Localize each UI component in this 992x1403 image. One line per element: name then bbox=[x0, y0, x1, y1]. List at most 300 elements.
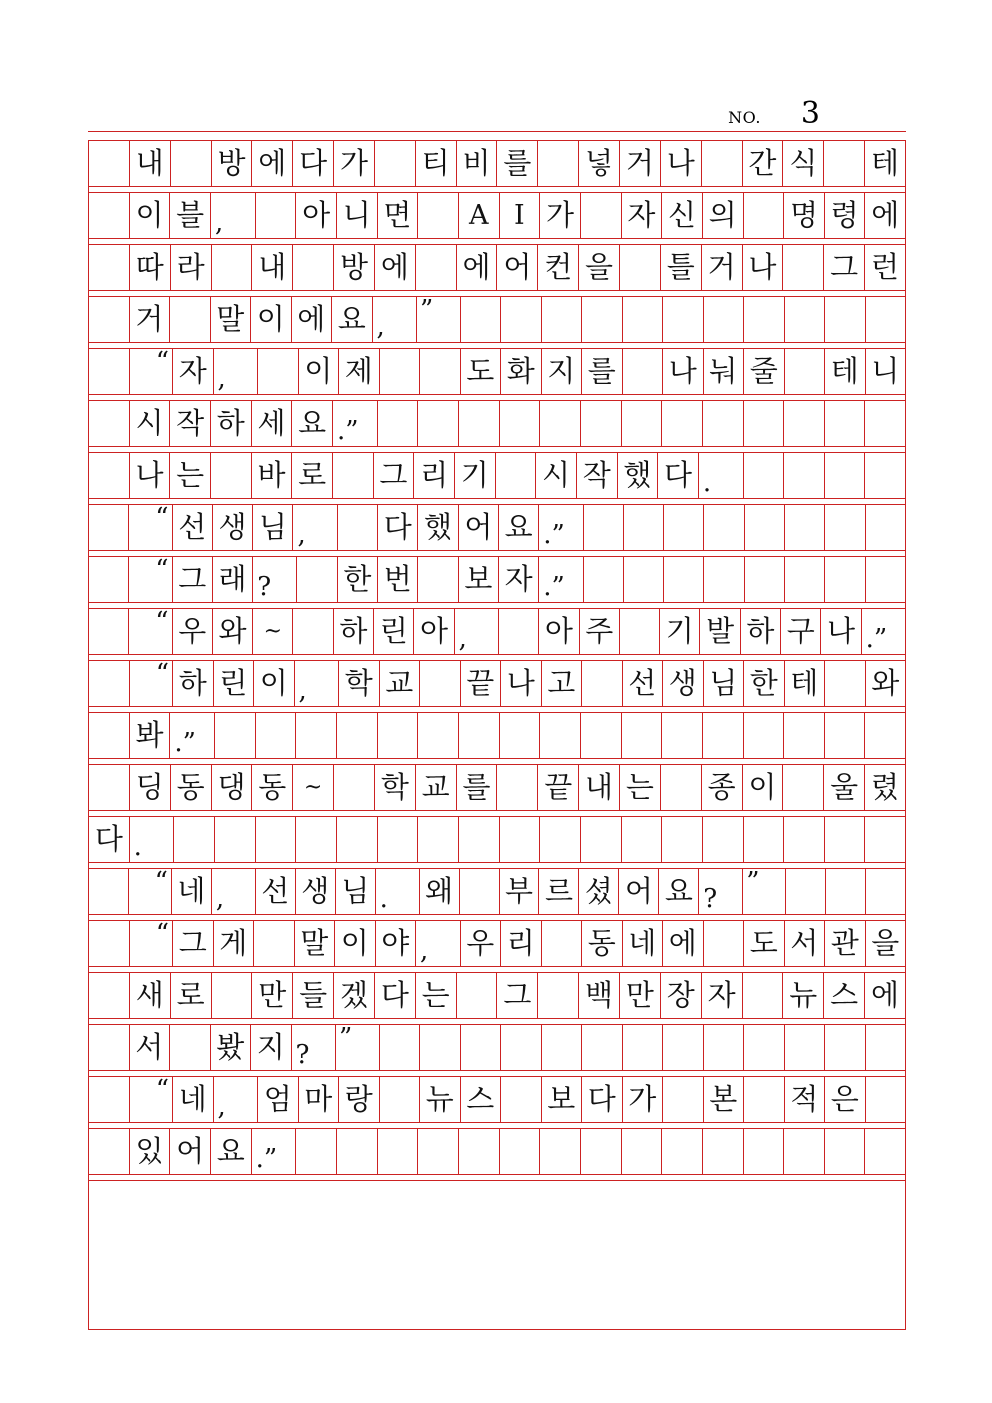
manuscript-cell[interactable] bbox=[744, 1025, 785, 1070]
manuscript-cell[interactable]: 틀 bbox=[661, 245, 702, 290]
manuscript-cell[interactable] bbox=[538, 973, 579, 1018]
manuscript-cell[interactable] bbox=[582, 661, 623, 706]
manuscript-cell[interactable] bbox=[784, 817, 825, 862]
manuscript-cell[interactable] bbox=[89, 141, 130, 186]
manuscript-cell[interactable] bbox=[459, 817, 500, 862]
manuscript-cell[interactable] bbox=[622, 713, 663, 758]
manuscript-cell[interactable] bbox=[254, 921, 295, 966]
manuscript-cell[interactable]: 나 bbox=[743, 245, 784, 290]
manuscript-cell[interactable] bbox=[89, 661, 130, 706]
manuscript-cell[interactable]: 에 bbox=[252, 141, 293, 186]
manuscript-cell[interactable]: 서 bbox=[130, 1025, 171, 1070]
manuscript-cell[interactable]: ” bbox=[743, 869, 786, 914]
manuscript-cell[interactable] bbox=[744, 401, 785, 446]
manuscript-cell[interactable]: 울 bbox=[824, 765, 865, 810]
manuscript-cell[interactable]: 신 bbox=[662, 193, 703, 238]
manuscript-cell[interactable] bbox=[581, 401, 622, 446]
manuscript-cell[interactable] bbox=[662, 401, 703, 446]
manuscript-cell[interactable] bbox=[784, 453, 825, 498]
manuscript-cell[interactable] bbox=[418, 1129, 459, 1174]
manuscript-cell[interactable]: 이 bbox=[335, 921, 376, 966]
manuscript-cell[interactable]: 하 bbox=[334, 609, 374, 654]
manuscript-cell[interactable]: A bbox=[459, 193, 500, 238]
manuscript-cell[interactable]: “ bbox=[129, 505, 172, 550]
manuscript-cell[interactable] bbox=[825, 505, 865, 550]
manuscript-cell[interactable]: , bbox=[212, 869, 256, 914]
manuscript-cell[interactable]: 이 bbox=[251, 297, 292, 342]
manuscript-cell[interactable] bbox=[662, 1129, 703, 1174]
manuscript-cell[interactable]: 하 bbox=[211, 401, 252, 446]
manuscript-cell[interactable]: 작 bbox=[170, 401, 211, 446]
manuscript-cell[interactable]: “ bbox=[130, 921, 174, 966]
manuscript-cell[interactable] bbox=[704, 297, 745, 342]
manuscript-cell[interactable]: 끝 bbox=[538, 765, 579, 810]
manuscript-cell[interactable] bbox=[785, 297, 826, 342]
manuscript-cell[interactable] bbox=[744, 453, 785, 498]
manuscript-cell[interactable] bbox=[664, 557, 704, 602]
manuscript-cell[interactable]: 선 bbox=[623, 661, 664, 706]
manuscript-cell[interactable]: 이 bbox=[254, 661, 295, 706]
manuscript-cell[interactable] bbox=[825, 453, 866, 498]
manuscript-cell[interactable]: 님 bbox=[253, 505, 293, 550]
manuscript-cell[interactable]: ~ bbox=[293, 765, 334, 810]
manuscript-cell[interactable] bbox=[663, 1025, 704, 1070]
manuscript-cell[interactable]: 가 bbox=[334, 141, 375, 186]
manuscript-cell[interactable]: 을 bbox=[579, 245, 620, 290]
manuscript-cell[interactable]: 에 bbox=[871, 198, 900, 232]
manuscript-cell[interactable] bbox=[866, 557, 905, 602]
manuscript-cell[interactable]: 다 bbox=[375, 973, 416, 1018]
manuscript-cell[interactable]: 내 bbox=[252, 245, 293, 290]
manuscript-cell[interactable]: 아 bbox=[414, 609, 454, 654]
manuscript-cell[interactable] bbox=[333, 453, 374, 498]
manuscript-cell[interactable]: 네 bbox=[623, 921, 664, 966]
manuscript-cell[interactable]: 어 bbox=[459, 505, 499, 550]
manuscript-cell[interactable]: 다 bbox=[293, 141, 334, 186]
manuscript-cell[interactable]: 본 bbox=[704, 1077, 745, 1122]
manuscript-cell[interactable]: 에 bbox=[870, 978, 899, 1012]
manuscript-cell[interactable]: , bbox=[455, 609, 499, 654]
manuscript-cell[interactable]: 끝 bbox=[461, 661, 502, 706]
manuscript-cell[interactable]: 했 bbox=[618, 453, 659, 498]
manuscript-cell[interactable]: 니 bbox=[871, 354, 900, 388]
manuscript-cell[interactable] bbox=[622, 817, 663, 862]
manuscript-cell[interactable]: . bbox=[376, 869, 420, 914]
manuscript-cell[interactable]: 댕 bbox=[212, 765, 253, 810]
manuscript-cell[interactable]: 에 bbox=[457, 245, 498, 290]
manuscript-cell[interactable]: 새 bbox=[130, 973, 171, 1018]
manuscript-cell[interactable]: 줄 bbox=[744, 349, 785, 394]
manuscript-cell[interactable] bbox=[784, 1129, 825, 1174]
manuscript-cell[interactable]: 요 bbox=[211, 1129, 252, 1174]
manuscript-cell[interactable]: 서 bbox=[785, 921, 826, 966]
manuscript-cell[interactable] bbox=[624, 505, 664, 550]
manuscript-cell[interactable]: 있 bbox=[130, 1129, 171, 1174]
manuscript-cell[interactable]: 이 bbox=[743, 765, 784, 810]
manuscript-cell[interactable]: 래 bbox=[213, 557, 253, 602]
manuscript-cell[interactable]: 아 bbox=[296, 193, 337, 238]
manuscript-cell[interactable] bbox=[704, 557, 744, 602]
manuscript-cell[interactable] bbox=[418, 713, 459, 758]
manuscript-cell[interactable] bbox=[581, 193, 622, 238]
manuscript-cell[interactable] bbox=[542, 921, 583, 966]
manuscript-cell[interactable]: 런 bbox=[870, 250, 899, 284]
manuscript-cell[interactable]: 교 bbox=[380, 661, 421, 706]
manuscript-cell[interactable] bbox=[866, 1025, 906, 1070]
manuscript-cell[interactable]: 요 bbox=[292, 401, 333, 446]
manuscript-cell[interactable]: 를 bbox=[497, 141, 538, 186]
manuscript-cell[interactable]: 생 bbox=[296, 869, 336, 914]
manuscript-cell[interactable]: 에 bbox=[292, 297, 333, 342]
manuscript-cell[interactable]: 명 bbox=[784, 193, 825, 238]
manuscript-cell[interactable]: 동 bbox=[252, 765, 293, 810]
manuscript-cell[interactable]: , bbox=[416, 921, 461, 966]
manuscript-cell[interactable]: “ bbox=[129, 557, 172, 602]
manuscript-cell[interactable]: 방 bbox=[212, 141, 253, 186]
manuscript-cell[interactable] bbox=[866, 869, 905, 914]
manuscript-cell[interactable] bbox=[623, 297, 664, 342]
manuscript-cell[interactable]: 리 bbox=[414, 453, 455, 498]
manuscript-cell[interactable] bbox=[418, 817, 459, 862]
manuscript-cell[interactable]: 님 bbox=[704, 661, 745, 706]
manuscript-cell[interactable] bbox=[89, 1129, 130, 1174]
manuscript-cell[interactable]: 주 bbox=[580, 609, 620, 654]
manuscript-cell[interactable] bbox=[865, 713, 905, 758]
manuscript-cell[interactable] bbox=[418, 557, 458, 602]
manuscript-cell[interactable] bbox=[89, 245, 130, 290]
manuscript-cell[interactable] bbox=[256, 817, 297, 862]
manuscript-cell[interactable]: 제 bbox=[339, 349, 380, 394]
manuscript-cell[interactable] bbox=[745, 557, 785, 602]
manuscript-cell[interactable]: 다 bbox=[582, 1077, 623, 1122]
manuscript-cell[interactable] bbox=[703, 401, 744, 446]
manuscript-cell[interactable]: 다 bbox=[378, 505, 418, 550]
manuscript-cell[interactable]: , bbox=[295, 661, 340, 706]
manuscript-cell[interactable] bbox=[620, 609, 660, 654]
manuscript-cell[interactable]: 셨 bbox=[579, 869, 619, 914]
manuscript-cell[interactable]: 어 bbox=[497, 245, 538, 290]
manuscript-cell[interactable]: 티 bbox=[416, 141, 457, 186]
manuscript-cell[interactable]: 거 bbox=[702, 245, 743, 290]
manuscript-cell[interactable]: 니 bbox=[337, 193, 378, 238]
manuscript-cell[interactable]: 왜 bbox=[420, 869, 460, 914]
manuscript-cell[interactable]: 나 bbox=[661, 141, 702, 186]
manuscript-cell[interactable]: 령 bbox=[825, 193, 866, 238]
manuscript-cell[interactable]: 학 bbox=[375, 765, 416, 810]
manuscript-cell[interactable] bbox=[215, 713, 256, 758]
manuscript-cell[interactable] bbox=[825, 1129, 866, 1174]
manuscript-cell[interactable]: 에 bbox=[663, 921, 704, 966]
manuscript-cell[interactable] bbox=[378, 817, 419, 862]
manuscript-cell[interactable] bbox=[744, 1077, 785, 1122]
manuscript-cell[interactable]: 학 bbox=[339, 661, 380, 706]
manuscript-cell[interactable]: .” bbox=[539, 505, 583, 550]
manuscript-cell[interactable]: 는 bbox=[620, 765, 661, 810]
manuscript-cell[interactable] bbox=[825, 401, 866, 446]
manuscript-cell[interactable]: 그 bbox=[497, 973, 538, 1018]
manuscript-cell[interactable] bbox=[258, 349, 299, 394]
manuscript-cell[interactable]: 보 bbox=[542, 1077, 583, 1122]
manuscript-cell[interactable]: 다 bbox=[89, 817, 130, 862]
manuscript-cell[interactable]: ” bbox=[417, 297, 461, 342]
manuscript-cell[interactable]: 거 bbox=[620, 141, 661, 186]
manuscript-cell[interactable]: 블 bbox=[170, 193, 211, 238]
manuscript-cell[interactable] bbox=[296, 713, 337, 758]
manuscript-cell[interactable]: , bbox=[211, 193, 256, 238]
manuscript-cell[interactable]: 가 bbox=[623, 1077, 664, 1122]
manuscript-cell[interactable]: 하 bbox=[173, 661, 214, 706]
manuscript-cell[interactable] bbox=[296, 1129, 337, 1174]
manuscript-cell[interactable] bbox=[256, 713, 297, 758]
manuscript-cell[interactable]: 리 bbox=[501, 921, 542, 966]
manuscript-cell[interactable]: 내 bbox=[579, 765, 620, 810]
manuscript-cell[interactable] bbox=[420, 349, 461, 394]
manuscript-cell[interactable] bbox=[664, 505, 704, 550]
manuscript-cell[interactable]: 자 bbox=[702, 973, 743, 1018]
manuscript-cell[interactable] bbox=[459, 401, 500, 446]
manuscript-cell[interactable]: 요 bbox=[659, 869, 699, 914]
manuscript-cell[interactable] bbox=[500, 401, 541, 446]
manuscript-cell[interactable]: 번 bbox=[378, 557, 418, 602]
manuscript-cell[interactable] bbox=[501, 1025, 542, 1070]
manuscript-cell[interactable]: 했 bbox=[418, 505, 458, 550]
manuscript-cell[interactable]: 자 bbox=[499, 557, 539, 602]
manuscript-cell[interactable] bbox=[825, 713, 866, 758]
manuscript-cell[interactable] bbox=[89, 921, 130, 966]
manuscript-cell[interactable] bbox=[581, 817, 622, 862]
manuscript-cell[interactable] bbox=[459, 713, 500, 758]
manuscript-cell[interactable]: 내 bbox=[130, 141, 171, 186]
manuscript-cell[interactable]: 봐 bbox=[130, 713, 171, 758]
manuscript-cell[interactable] bbox=[542, 297, 583, 342]
manuscript-cell[interactable]: 도 bbox=[744, 921, 785, 966]
manuscript-cell[interactable] bbox=[704, 505, 744, 550]
manuscript-cell[interactable] bbox=[744, 193, 785, 238]
manuscript-cell[interactable] bbox=[378, 1129, 419, 1174]
manuscript-cell[interactable]: 지 bbox=[251, 1025, 292, 1070]
manuscript-cell[interactable]: 장 bbox=[661, 973, 702, 1018]
manuscript-cell[interactable] bbox=[581, 1129, 622, 1174]
manuscript-cell[interactable]: .” bbox=[170, 713, 215, 758]
empty-writing-area[interactable] bbox=[88, 1181, 906, 1330]
manuscript-cell[interactable]: .” bbox=[865, 624, 888, 654]
manuscript-cell[interactable] bbox=[582, 297, 623, 342]
manuscript-cell[interactable] bbox=[496, 453, 537, 498]
manuscript-cell[interactable] bbox=[375, 141, 416, 186]
manuscript-cell[interactable] bbox=[783, 245, 824, 290]
manuscript-cell[interactable]: 구 bbox=[781, 609, 821, 654]
manuscript-cell[interactable]: 님 bbox=[336, 869, 376, 914]
manuscript-cell[interactable]: “ bbox=[130, 661, 174, 706]
manuscript-cell[interactable] bbox=[337, 817, 378, 862]
manuscript-cell[interactable]: 그 bbox=[824, 245, 865, 290]
manuscript-cell[interactable] bbox=[622, 1129, 663, 1174]
manuscript-cell[interactable]: 바 bbox=[252, 453, 293, 498]
manuscript-cell[interactable] bbox=[703, 713, 744, 758]
manuscript-cell[interactable] bbox=[866, 505, 905, 550]
manuscript-cell[interactable] bbox=[418, 401, 459, 446]
manuscript-cell[interactable]: 간 bbox=[743, 141, 784, 186]
manuscript-cell[interactable] bbox=[459, 1129, 500, 1174]
manuscript-cell[interactable]: 컨 bbox=[538, 245, 579, 290]
manuscript-cell[interactable]: ? bbox=[292, 1025, 337, 1070]
manuscript-cell[interactable]: 선 bbox=[256, 869, 296, 914]
manuscript-cell[interactable] bbox=[171, 141, 212, 186]
manuscript-cell[interactable]: 린 bbox=[374, 609, 414, 654]
manuscript-cell[interactable]: 식 bbox=[783, 141, 824, 186]
manuscript-cell[interactable]: 보 bbox=[459, 557, 499, 602]
manuscript-cell[interactable] bbox=[212, 245, 253, 290]
manuscript-cell[interactable] bbox=[540, 713, 581, 758]
manuscript-cell[interactable] bbox=[542, 1025, 583, 1070]
manuscript-cell[interactable] bbox=[89, 713, 130, 758]
manuscript-cell[interactable] bbox=[824, 141, 865, 186]
manuscript-cell[interactable]: 이 bbox=[130, 193, 171, 238]
manuscript-cell[interactable]: 봤 bbox=[211, 1025, 252, 1070]
manuscript-cell[interactable] bbox=[784, 401, 825, 446]
manuscript-cell[interactable]: 한 bbox=[744, 661, 785, 706]
manuscript-cell[interactable] bbox=[786, 869, 826, 914]
manuscript-cell[interactable]: 나 bbox=[663, 349, 704, 394]
manuscript-cell[interactable] bbox=[785, 505, 825, 550]
manuscript-cell[interactable]: 렸 bbox=[870, 770, 899, 804]
manuscript-cell[interactable] bbox=[703, 1129, 744, 1174]
manuscript-cell[interactable] bbox=[785, 557, 825, 602]
manuscript-cell[interactable] bbox=[584, 557, 624, 602]
manuscript-cell[interactable] bbox=[293, 609, 333, 654]
manuscript-cell[interactable]: 는 bbox=[170, 453, 211, 498]
manuscript-cell[interactable]: 하 bbox=[741, 609, 781, 654]
manuscript-cell[interactable]: ? bbox=[253, 557, 297, 602]
manuscript-cell[interactable] bbox=[623, 1025, 664, 1070]
manuscript-cell[interactable]: 테 bbox=[870, 146, 899, 180]
manuscript-cell[interactable]: 자 bbox=[173, 349, 214, 394]
manuscript-cell[interactable] bbox=[89, 609, 129, 654]
manuscript-cell[interactable] bbox=[624, 557, 664, 602]
manuscript-cell[interactable]: . bbox=[130, 817, 175, 862]
manuscript-cell[interactable] bbox=[582, 1025, 623, 1070]
manuscript-cell[interactable]: 어 bbox=[619, 869, 659, 914]
manuscript-cell[interactable]: 생 bbox=[213, 505, 253, 550]
manuscript-cell[interactable]: 종 bbox=[702, 765, 743, 810]
manuscript-cell[interactable] bbox=[703, 817, 744, 862]
manuscript-cell[interactable]: 고 bbox=[542, 661, 583, 706]
manuscript-cell[interactable] bbox=[581, 713, 622, 758]
manuscript-cell[interactable]: 네 bbox=[173, 1077, 214, 1122]
manuscript-cell[interactable]: 작 bbox=[577, 453, 618, 498]
manuscript-cell[interactable]: 게 bbox=[214, 921, 255, 966]
manuscript-cell[interactable] bbox=[825, 661, 866, 706]
manuscript-cell[interactable] bbox=[89, 349, 130, 394]
manuscript-cell[interactable]: 나 bbox=[821, 609, 861, 654]
manuscript-cell[interactable]: 우 bbox=[173, 609, 213, 654]
manuscript-cell[interactable] bbox=[745, 505, 785, 550]
manuscript-cell[interactable] bbox=[457, 973, 498, 1018]
manuscript-cell[interactable]: 동 bbox=[582, 921, 623, 966]
manuscript-cell[interactable] bbox=[865, 1129, 905, 1174]
manuscript-cell[interactable]: ” bbox=[336, 1025, 380, 1070]
manuscript-cell[interactable] bbox=[211, 453, 252, 498]
manuscript-cell[interactable]: .” bbox=[252, 1129, 297, 1174]
manuscript-cell[interactable]: 넣 bbox=[579, 141, 620, 186]
manuscript-cell[interactable] bbox=[420, 1025, 461, 1070]
manuscript-cell[interactable] bbox=[825, 297, 866, 342]
manuscript-cell[interactable]: 뉴 bbox=[420, 1077, 461, 1122]
manuscript-cell[interactable]: 가 bbox=[540, 193, 581, 238]
manuscript-cell[interactable] bbox=[500, 817, 541, 862]
manuscript-cell[interactable] bbox=[337, 713, 378, 758]
manuscript-cell[interactable]: 그 bbox=[173, 557, 213, 602]
manuscript-cell[interactable]: 라 bbox=[171, 245, 212, 290]
manuscript-cell[interactable]: 스 bbox=[824, 973, 865, 1018]
manuscript-cell[interactable] bbox=[334, 765, 375, 810]
manuscript-cell[interactable]: 스 bbox=[461, 1077, 502, 1122]
manuscript-cell[interactable]: 나 bbox=[501, 661, 542, 706]
manuscript-cell[interactable]: 엄 bbox=[258, 1077, 299, 1122]
manuscript-cell[interactable]: 말 bbox=[295, 921, 336, 966]
manuscript-cell[interactable] bbox=[461, 297, 502, 342]
manuscript-cell[interactable] bbox=[215, 817, 256, 862]
manuscript-cell[interactable]: 로 bbox=[171, 973, 212, 1018]
manuscript-cell[interactable] bbox=[540, 1129, 581, 1174]
manuscript-cell[interactable]: 요 bbox=[499, 505, 539, 550]
manuscript-cell[interactable] bbox=[174, 817, 215, 862]
manuscript-cell[interactable]: 백 bbox=[579, 973, 620, 1018]
manuscript-cell[interactable] bbox=[744, 817, 785, 862]
manuscript-cell[interactable]: 르 bbox=[539, 869, 579, 914]
manuscript-cell[interactable]: 발 bbox=[700, 609, 740, 654]
manuscript-cell[interactable] bbox=[170, 297, 211, 342]
manuscript-cell[interactable] bbox=[865, 453, 905, 498]
manuscript-cell[interactable]: 세 bbox=[252, 401, 293, 446]
manuscript-cell[interactable]: 한 bbox=[338, 557, 378, 602]
manuscript-cell[interactable]: “ bbox=[130, 349, 174, 394]
manuscript-cell[interactable] bbox=[743, 973, 784, 1018]
manuscript-cell[interactable]: 다 bbox=[658, 453, 699, 498]
manuscript-cell[interactable]: 겠 bbox=[334, 973, 375, 1018]
manuscript-cell[interactable]: ~ bbox=[253, 609, 293, 654]
manuscript-cell[interactable] bbox=[744, 713, 785, 758]
manuscript-cell[interactable] bbox=[785, 349, 826, 394]
manuscript-cell[interactable]: 이 bbox=[299, 349, 340, 394]
manuscript-cell[interactable] bbox=[825, 557, 865, 602]
manuscript-cell[interactable]: 적 bbox=[785, 1077, 826, 1122]
manuscript-cell[interactable]: .” bbox=[539, 557, 583, 602]
manuscript-cell[interactable] bbox=[89, 401, 130, 446]
manuscript-cell[interactable]: 방 bbox=[334, 245, 375, 290]
manuscript-cell[interactable]: 비 bbox=[457, 141, 498, 186]
manuscript-cell[interactable] bbox=[501, 1077, 542, 1122]
manuscript-cell[interactable] bbox=[784, 713, 825, 758]
manuscript-cell[interactable]: 눠 bbox=[704, 349, 745, 394]
manuscript-cell[interactable] bbox=[825, 817, 866, 862]
manuscript-cell[interactable] bbox=[89, 505, 129, 550]
manuscript-cell[interactable]: 린 bbox=[214, 661, 255, 706]
manuscript-cell[interactable]: 로 bbox=[292, 453, 333, 498]
manuscript-cell[interactable] bbox=[704, 921, 745, 966]
manuscript-cell[interactable]: 지 bbox=[542, 349, 583, 394]
manuscript-cell[interactable]: , bbox=[214, 349, 259, 394]
manuscript-cell[interactable]: 나 bbox=[130, 453, 171, 498]
manuscript-cell[interactable] bbox=[460, 869, 500, 914]
manuscript-cell[interactable]: 생 bbox=[663, 661, 704, 706]
manuscript-cell[interactable] bbox=[89, 1077, 130, 1122]
manuscript-cell[interactable]: 그 bbox=[374, 453, 415, 498]
manuscript-cell[interactable]: “ bbox=[129, 869, 172, 914]
manuscript-cell[interactable]: 와 bbox=[213, 609, 253, 654]
manuscript-cell[interactable] bbox=[866, 297, 906, 342]
manuscript-cell[interactable]: 요 bbox=[332, 297, 373, 342]
